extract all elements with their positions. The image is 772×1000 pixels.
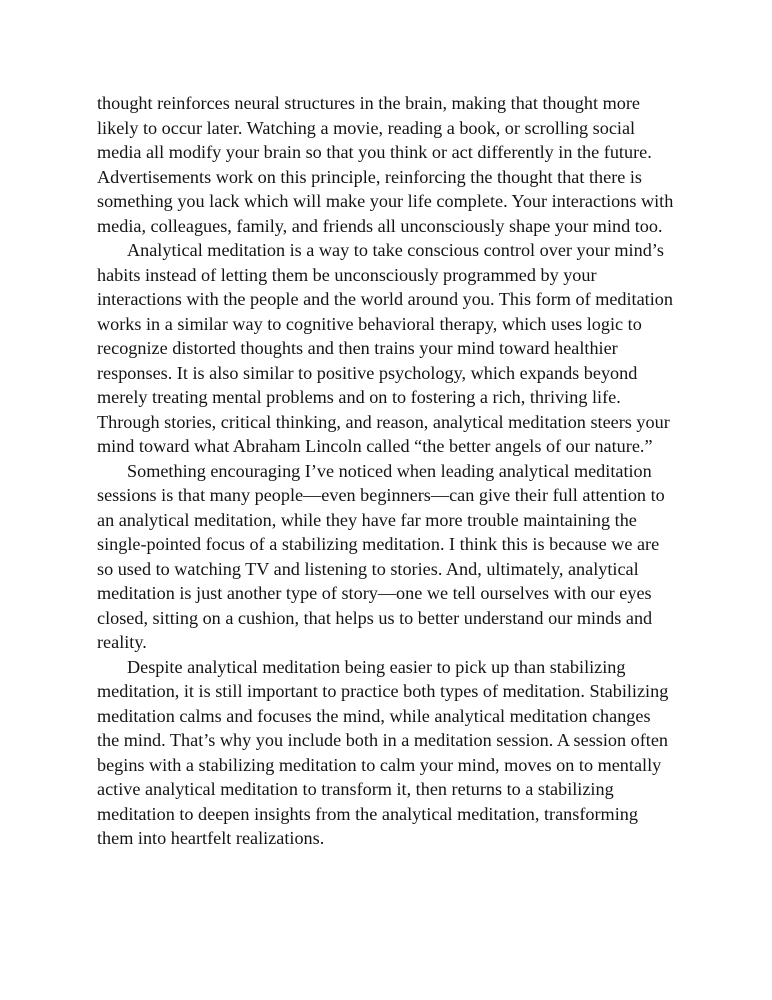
document-page [97,91,677,851]
paragraph-both-types: Despite analytical meditation being easier to pick up than stabilizing meditation, it is still important to practice both types of meditation. Stabilizing meditation calms and focuses the mind, while analytical meditation changes the mind. That’s why you include both in a meditation session. A session often begins with a stabilizing meditation to calm your mind, moves on to mentally active analytical meditation to transform it, then returns to a stabilizing meditation to deepen insights from the analytical meditation, transforming them into heartfelt realizations. [97,656,669,848]
paragraph-continued: thought reinforces neural structures in the brain, making that thought more likely to occur later. Watching a movie, reading a book, or scrolling social media all modify your brain so that you think or act differently in the future. Advertisements work on this principle, reinforcing the thought that there is something you lack which will make your life complete. Your interactions with media, colleagues, family, and friends all unconsciously shape your mind too. [97,93,674,236]
paragraph-analytical-meditation: Analytical meditation is a way to take conscious control over your mind’s habits instead of letting them be unconsciously programmed by your interactions with the people and the world around you. This form of meditation works in a similar way to cognitive behavioral therapy, which uses logic to recognize distorted thoughts and then trains your mind toward healthier responses. It is also similar to positive psychology, which expands beyond merely treating mental problems and on to fostering a rich, thriving life. Through stories, critical thinking, and reason, analytical meditation steers your mind toward what Abraham Lincoln called “the better angels of our nature.” [97,240,673,456]
paragraph-encouraging: Something encouraging I’ve noticed when leading analytical meditation sessions is that many people—even beginners—can give their full attention to an analytical meditation, while they have far more trouble maintaining the single-pointed focus of a stabilizing meditation. I think this is because we are so used to watching TV and listening to stories. And, ultimately, analytical meditation is just another type of story—one we tell ourselves with our eyes closed, sitting on a cushion, that helps us to better understand our minds and reality. [97,460,665,652]
